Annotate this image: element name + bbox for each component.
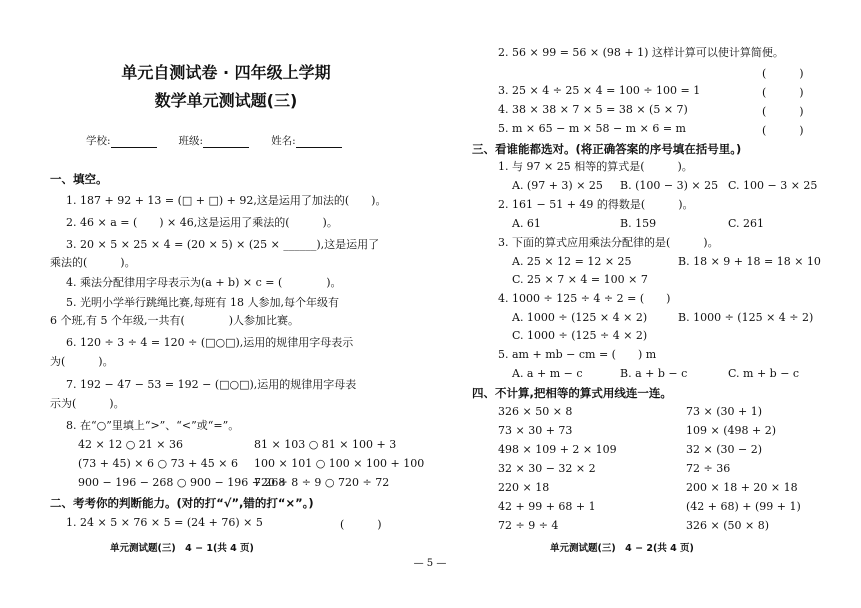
compare-item: 100 × 101 ○ 100 × 100 + 100 bbox=[254, 457, 425, 470]
question-1-6a: 6. 120 ÷ 3 ÷ 4 = 120 ÷ (□○□),运用的规律用字母表示 bbox=[66, 336, 354, 349]
choice-option: A. 61 bbox=[512, 217, 541, 230]
question-1-5a: 5. 光明小学举行跳绳比赛,每班有 18 人参加,每个年级有 bbox=[66, 296, 339, 309]
choice-option: C. 1000 ÷ (125 ÷ 4 × 2) bbox=[512, 329, 648, 342]
judge-3: 3. 25 × 4 ÷ 25 × 4 = 100 ÷ 100 = 1 bbox=[498, 84, 701, 97]
left-footer: 单元测试题(三) 4 − 1(共 4 页) bbox=[110, 543, 254, 554]
question-1-3b: 乘法的( )。 bbox=[50, 256, 136, 269]
choice-1: 1. 与 97 × 25 相等的算式是( )。 bbox=[498, 160, 693, 173]
match-right-item[interactable]: 32 × (30 − 2) bbox=[686, 443, 762, 456]
choice-4: 4. 1000 ÷ 125 ÷ 4 ÷ 2 = ( ) bbox=[498, 292, 671, 305]
choice-option: A. a + m − c bbox=[512, 367, 583, 380]
choice-option: B. 1000 ÷ (125 × 4 ÷ 2) bbox=[678, 311, 814, 324]
judge-1-answer[interactable]: ( ) bbox=[340, 518, 382, 531]
compare-item: (73 + 45) × 6 ○ 73 + 45 × 6 bbox=[78, 457, 238, 470]
choice-option: A. (97 + 3) × 25 bbox=[512, 179, 603, 192]
match-left-item[interactable]: 32 × 30 − 32 × 2 bbox=[498, 462, 596, 475]
compare-item: 720 ÷ 8 ÷ 9 ○ 720 ÷ 72 bbox=[254, 476, 390, 489]
choice-option: A. 25 × 12 = 12 × 25 bbox=[512, 255, 632, 268]
compare-item: 900 − 196 − 268 ○ 900 − 196 + 268 bbox=[78, 476, 286, 489]
choice-option: B. 159 bbox=[620, 217, 657, 230]
school-blank[interactable] bbox=[111, 136, 157, 148]
choice-option: C. 261 bbox=[728, 217, 765, 230]
judge-2-answer[interactable]: ( ) bbox=[762, 67, 804, 80]
question-1-8: 8. 在“○”里填上“>”、“<”或“=”。 bbox=[66, 419, 240, 432]
choice-option: C. 25 × 7 × 4 = 100 × 7 bbox=[512, 273, 648, 286]
compare-item: 81 × 103 ○ 81 × 100 + 3 bbox=[254, 438, 397, 451]
match-right-item[interactable]: 326 × (50 × 8) bbox=[686, 519, 769, 532]
match-right-item[interactable]: 72 ÷ 36 bbox=[686, 462, 731, 475]
choice-2: 2. 161 − 51 + 49 的得数是( )。 bbox=[498, 198, 694, 211]
question-1-7b: 示为( )。 bbox=[50, 397, 125, 410]
judge-3-answer[interactable]: ( ) bbox=[762, 86, 804, 99]
choice-3: 3. 下面的算式应用乘法分配律的是( )。 bbox=[498, 236, 719, 249]
judge-1: 1. 24 × 5 × 76 × 5 = (24 + 76) × 5 bbox=[66, 516, 263, 529]
match-right-item[interactable]: 73 × (30 + 1) bbox=[686, 405, 762, 418]
choice-option: B. 18 × 9 + 18 = 18 × 10 bbox=[678, 255, 821, 268]
page-subtitle: 数学单元测试题(三) bbox=[154, 91, 298, 110]
question-1-1: 1. 187 + 92 + 13 = (□ + □) + 92,这是运用了加法的( )。 bbox=[66, 194, 387, 207]
match-left-item[interactable]: 42 + 99 + 68 + 1 bbox=[498, 500, 596, 513]
match-right-item[interactable]: 200 × 18 + 20 × 18 bbox=[686, 481, 798, 494]
name-blank[interactable] bbox=[296, 136, 342, 148]
question-1-3a: 3. 20 × 5 × 25 × 4 = (20 × 5) × (25 × ______),这是运用了 bbox=[66, 238, 380, 251]
judge-4-answer[interactable]: ( ) bbox=[762, 105, 804, 118]
right-footer: 单元测试题(三) 4 − 2(共 4 页) bbox=[550, 543, 694, 554]
section-3-heading: 三、看谁能都选对。(将正确答案的序号填在括号里。) bbox=[472, 142, 742, 156]
match-left-item[interactable]: 72 ÷ 9 ÷ 4 bbox=[498, 519, 559, 532]
match-right-item[interactable]: (42 + 68) + (99 + 1) bbox=[686, 500, 801, 513]
match-right-item[interactable]: 109 × (498 + 2) bbox=[686, 424, 776, 437]
match-left-item[interactable]: 220 × 18 bbox=[498, 481, 550, 494]
class-blank[interactable] bbox=[203, 136, 249, 148]
choice-option: C. m + b − c bbox=[728, 367, 800, 380]
match-left-item[interactable]: 73 × 30 + 73 bbox=[498, 424, 573, 437]
judge-2: 2. 56 × 99 = 56 × (98 + 1) 这样计算可以使计算简便。 bbox=[498, 46, 784, 59]
page-number: — 5 — bbox=[413, 558, 447, 569]
match-left-item[interactable]: 326 × 50 × 8 bbox=[498, 405, 573, 418]
question-1-2: 2. 46 × a = ( ) × 46,这是运用了乘法的( )。 bbox=[66, 216, 338, 229]
choice-option: A. 1000 ÷ (125 × 4 × 2) bbox=[512, 311, 648, 324]
class-label: 班级: bbox=[178, 135, 204, 147]
judge-4: 4. 38 × 38 × 7 × 5 = 38 × (5 × 7) bbox=[498, 103, 688, 116]
question-1-5b: 6 个班,有 5 个年级,一共有( )人参加比赛。 bbox=[50, 314, 300, 327]
match-left-item[interactable]: 498 × 109 + 2 × 109 bbox=[498, 443, 617, 456]
choice-option: B. (100 − 3) × 25 bbox=[620, 179, 719, 192]
choice-5: 5. am + mb − cm = ( ) m bbox=[498, 348, 657, 361]
section-1-heading: 一、填空。 bbox=[50, 172, 108, 186]
judge-5: 5. m × 65 − m × 58 − m × 6 = m bbox=[498, 122, 686, 135]
judge-5-answer[interactable]: ( ) bbox=[762, 124, 804, 137]
compare-item: 42 × 12 ○ 21 × 36 bbox=[78, 438, 183, 451]
section-2-heading: 二、考考你的判断能力。(对的打“√”,错的打“×”。) bbox=[50, 496, 314, 510]
question-1-7a: 7. 192 − 47 − 53 = 192 − (□○□),运用的规律用字母表 bbox=[66, 378, 357, 391]
choice-option: B. a + b − c bbox=[620, 367, 688, 380]
question-1-4: 4. 乘法分配律用字母表示为(a + b) × c = ( )。 bbox=[66, 276, 342, 289]
page-title: 单元自测试卷 · 四年级上学期 bbox=[121, 63, 331, 82]
choice-option: C. 100 − 3 × 25 bbox=[728, 179, 818, 192]
school-label: 学校: bbox=[86, 135, 111, 147]
section-4-heading: 四、不计算,把相等的算式用线连一连。 bbox=[472, 386, 672, 400]
question-1-6b: 为( )。 bbox=[50, 355, 114, 368]
student-info bbox=[86, 133, 342, 148]
name-label: 姓名: bbox=[271, 135, 296, 147]
